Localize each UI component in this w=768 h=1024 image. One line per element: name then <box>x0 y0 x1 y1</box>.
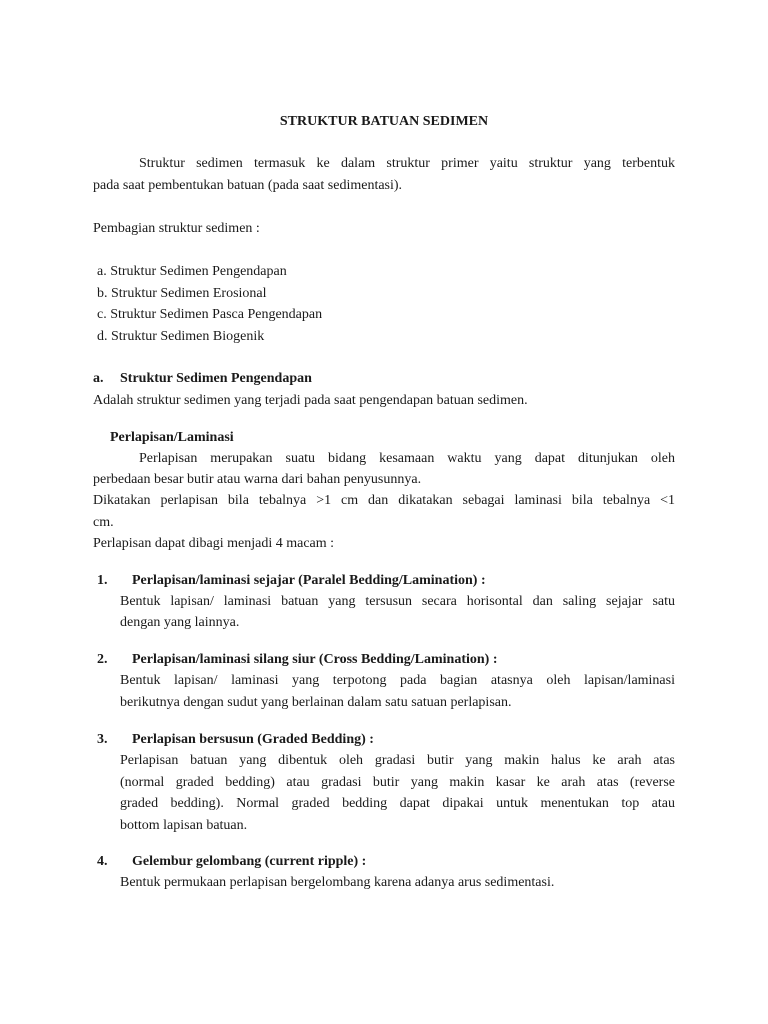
type-2-line-1: Bentuk lapisan/ laminasi yang terpotong pada bagian atasnya oleh lapisan/laminasi <box>120 673 675 688</box>
type-1-heading: Perlapisan/laminasi sejajar (Paralel Bedding/Lamination) : <box>132 573 486 588</box>
type-4-heading: Gelembur gelombang (current ripple) : <box>132 854 367 869</box>
type-1-line-1: Bentuk lapisan/ laminasi batuan yang tersusun secara horisontal dan saling sejajar satu <box>120 594 675 609</box>
type-3-heading: Perlapisan bersusun (Graded Bedding) : <box>132 732 374 747</box>
type-1-number: 1. <box>97 573 108 588</box>
lamination-p1-line-2: perbedaan besar butir atau warna dari bahan penyusunnya. <box>93 472 422 487</box>
division-item-d: d. Struktur Sedimen Biogenik <box>97 329 265 344</box>
division-item-c: c. Struktur Sedimen Pasca Pengendapan <box>97 307 323 322</box>
division-item-a: a. Struktur Sedimen Pengendapan <box>97 264 287 279</box>
division-item-b: b. Struktur Sedimen Erosional <box>97 286 267 301</box>
type-2-line-2: berikutnya dengan sudut yang berlainan dalam satu satuan perlapisan. <box>120 695 512 710</box>
lamination-p1-line-1: Perlapisan merupakan suatu bidang kesamaan waktu yang dapat ditunjukan oleh <box>139 451 675 466</box>
type-3-number: 3. <box>97 732 108 747</box>
intro-line-2: pada saat pembentukan batuan (pada saat sedimentasi). <box>93 178 403 193</box>
intro-line-1: Struktur sedimen termasuk ke dalam struktur primer yaitu struktur yang terbentuk <box>139 156 675 171</box>
type-3-line-2: (normal graded bedding) atau gradasi butir yang makin kasar ke arah atas (reverse <box>120 775 675 790</box>
type-3-line-3: graded bedding). Normal graded bedding dapat dipakai untuk menentukan top atau <box>120 796 675 811</box>
division-heading: Pembagian struktur sedimen : <box>93 221 260 236</box>
type-2-heading: Perlapisan/laminasi silang siur (Cross Bedding/Lamination) : <box>132 652 498 667</box>
lamination-p2-line-1: Dikatakan perlapisan bila tebalnya >1 cm dan dikatakan sebagai laminasi bila tebalnya <1 <box>93 493 675 508</box>
type-3-line-4: bottom lapisan batuan. <box>120 818 248 833</box>
section-a-marker: a. <box>93 371 104 386</box>
type-4-number: 4. <box>97 854 108 869</box>
lamination-p2-line-2: cm. <box>93 515 114 530</box>
type-4-line-1: Bentuk permukaan perlapisan bergelombang karena adanya arus sedimentasi. <box>120 875 555 890</box>
section-a-desc: Adalah struktur sedimen yang terjadi pada saat pengendapan batuan sedimen. <box>93 393 528 408</box>
type-3-line-1: Perlapisan batuan yang dibentuk oleh gradasi butir yang makin halus ke arah atas <box>120 753 675 768</box>
document-title: STRUKTUR BATUAN SEDIMEN <box>279 114 489 129</box>
lamination-p3: Perlapisan dapat dibagi menjadi 4 macam : <box>93 536 335 551</box>
lamination-heading: Perlapisan/Laminasi <box>110 430 234 445</box>
type-2-number: 2. <box>97 652 108 667</box>
section-a-heading: Struktur Sedimen Pengendapan <box>120 371 312 386</box>
type-1-line-2: dengan yang lainnya. <box>120 615 240 630</box>
